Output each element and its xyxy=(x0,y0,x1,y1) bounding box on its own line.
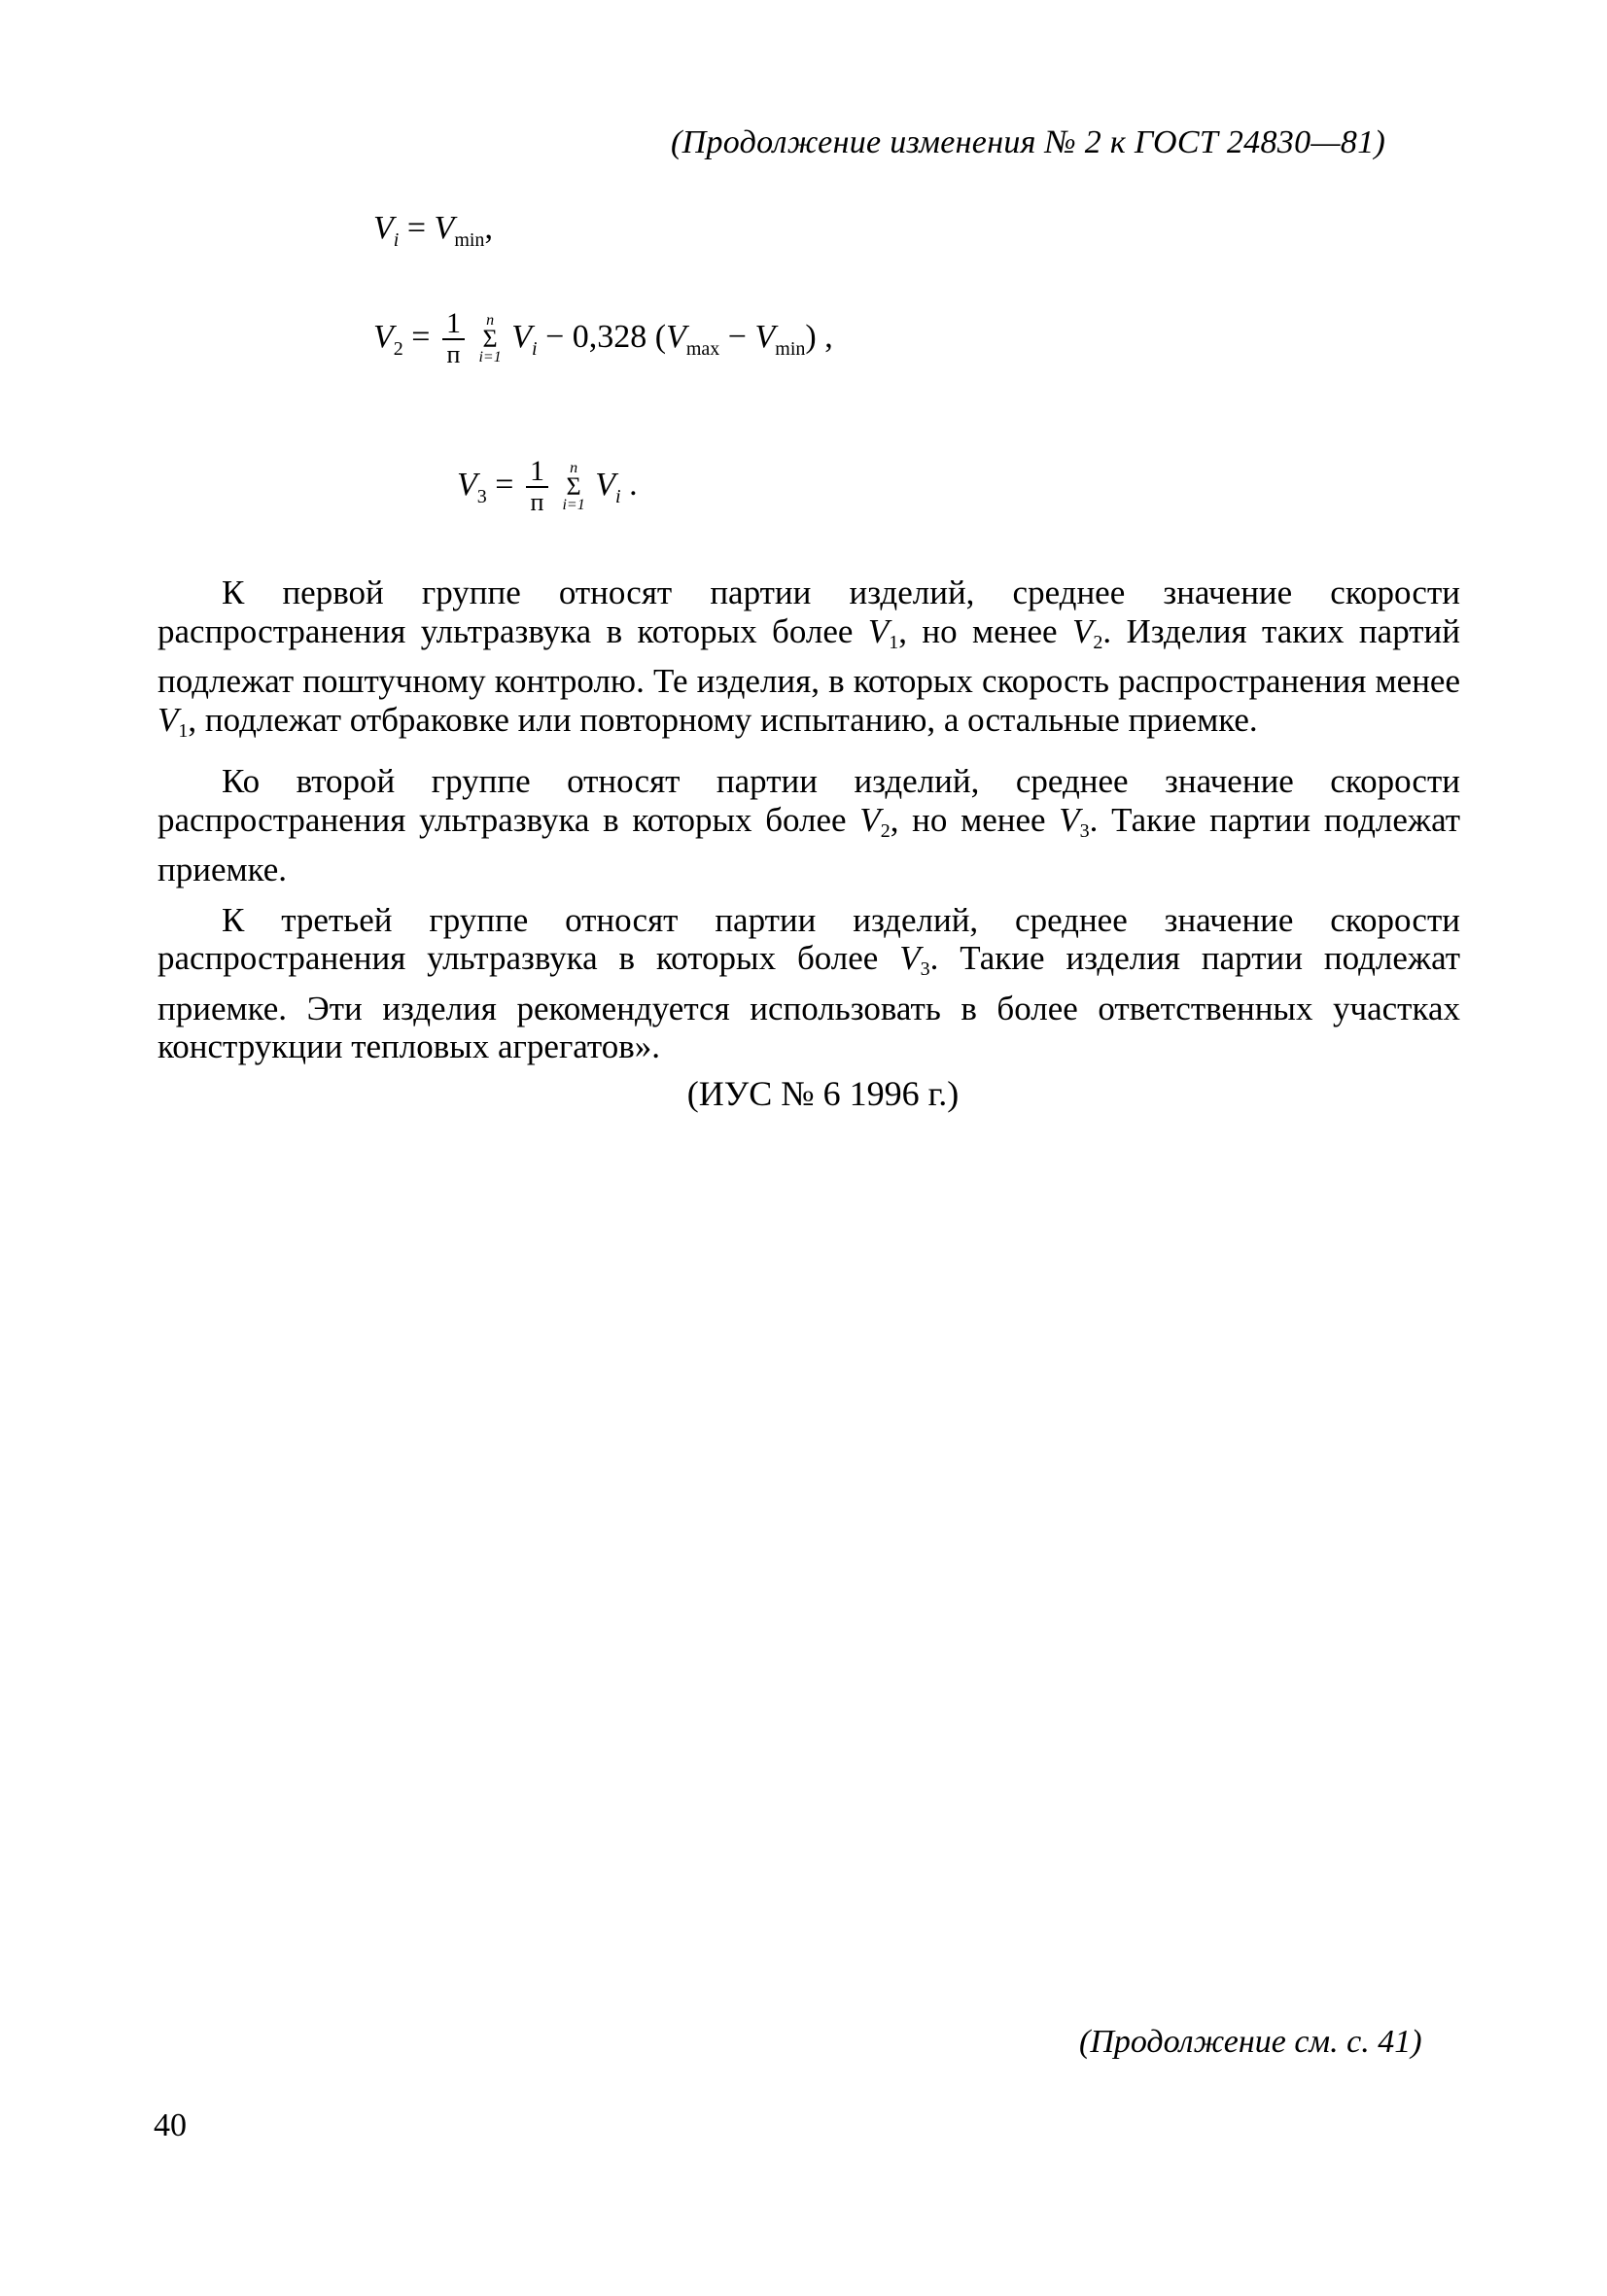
text-run: К третьей группе относят партии изделий, среднее значение скорости распространения ультразвука в которых более xyxy=(157,900,1460,977)
formula-tail: , xyxy=(484,210,493,246)
inline-var: V xyxy=(157,700,179,739)
text-run: . Такие изделия партии подлежат приемке. Эти изделия рекомендуется использовать в более ответственных участках конструкции тепловых агрегатов». xyxy=(157,939,1460,1065)
formula-fraction xyxy=(526,457,548,517)
body-text xyxy=(157,574,1460,1078)
inline-var: V xyxy=(859,800,881,839)
text-run: К первой группе относят партии изделий, среднее значение скорости распространения ультразвука в которых более xyxy=(157,574,1460,650)
formula-eq: = xyxy=(406,210,427,246)
formula-sub: i xyxy=(393,229,400,251)
text-run: , но менее xyxy=(890,800,1060,839)
formula-v2 xyxy=(373,309,833,369)
formula-coefficient: 0,328 xyxy=(572,318,647,355)
paragraph-first-group xyxy=(157,574,1460,750)
formula-var: V xyxy=(666,318,686,355)
inline-sub: 2 xyxy=(880,819,891,842)
inline-sub: 3 xyxy=(920,958,930,980)
sum-upper-limit: п xyxy=(486,312,495,329)
summation xyxy=(562,461,584,513)
inline-var: V xyxy=(899,939,921,977)
formula-eq: = xyxy=(411,318,431,355)
formula-minus: − xyxy=(727,318,747,355)
sum-upper-limit: п xyxy=(570,460,578,476)
formula-v1 xyxy=(373,210,493,252)
formula-sub: min xyxy=(454,229,485,251)
sum-sign: Σ xyxy=(566,472,581,501)
text-run: . Такие партии подлежат приемке. xyxy=(157,800,1460,888)
sum-lower-limit: i=1 xyxy=(478,349,502,365)
fraction-numerator: 1 xyxy=(442,309,465,340)
fraction-denominator: п xyxy=(446,340,461,368)
inline-var: V xyxy=(867,611,890,650)
inline-sub: 2 xyxy=(1093,631,1103,653)
formula-var: V xyxy=(373,210,394,246)
formula-sub: 2 xyxy=(393,337,403,360)
inline-var: V xyxy=(1059,800,1080,839)
formula-var: V xyxy=(457,466,477,503)
paragraph-second-group xyxy=(157,762,1460,889)
formula-var: V xyxy=(373,318,394,355)
formula-var: V xyxy=(434,210,455,246)
formula-fraction xyxy=(442,309,465,369)
inline-sub: 1 xyxy=(889,631,899,653)
text-run: . Изделия таких партий подлежат поштучному контролю. Те изделия, в которых скорость распространения менее xyxy=(157,611,1460,700)
formula-sub: i xyxy=(615,485,621,507)
continuation-header: (Продолжение изменения № 2 к ГОСТ 24830—81) xyxy=(671,124,1386,160)
summation xyxy=(478,313,501,365)
formula-tail: , xyxy=(824,318,833,355)
formula-minus: − xyxy=(545,318,565,355)
inline-sub: 1 xyxy=(178,719,189,742)
sum-lower-limit: i=1 xyxy=(562,497,585,513)
page-number: 40 xyxy=(154,2107,187,2143)
inline-var: V xyxy=(1071,611,1094,650)
formula-sub: max xyxy=(685,337,720,360)
formula-var: V xyxy=(754,318,776,355)
formula-sub: i xyxy=(532,337,538,360)
text-run: , подлежат отбраковке или повторному испытанию, а остальные приемке. xyxy=(188,700,1258,739)
text-run: Ко второй группе относят партии изделий, среднее значение скорости распространения ультразвука в которых более xyxy=(157,762,1460,839)
formula-eq: = xyxy=(495,466,514,503)
formula-v3 xyxy=(457,457,638,517)
formula-sub: min xyxy=(775,337,806,360)
continuation-footer: (Продолжение см. с. 41) xyxy=(1079,2024,1422,2060)
formula-var: V xyxy=(595,466,615,503)
paragraph-third-group xyxy=(157,901,1460,1066)
formula-var: V xyxy=(511,318,532,355)
sum-sign: Σ xyxy=(482,325,498,353)
fraction-denominator: п xyxy=(530,488,544,516)
formula-sub: 3 xyxy=(476,485,487,507)
fraction-numerator: 1 xyxy=(526,457,548,488)
formula-paren: ) xyxy=(805,318,817,355)
formula-tail: . xyxy=(629,466,638,503)
formula-paren: ( xyxy=(654,318,667,355)
inline-sub: 3 xyxy=(1079,819,1090,842)
source-note: (ИУС № 6 1996 г.) xyxy=(686,1074,960,1113)
text-run: , но менее xyxy=(898,611,1072,650)
